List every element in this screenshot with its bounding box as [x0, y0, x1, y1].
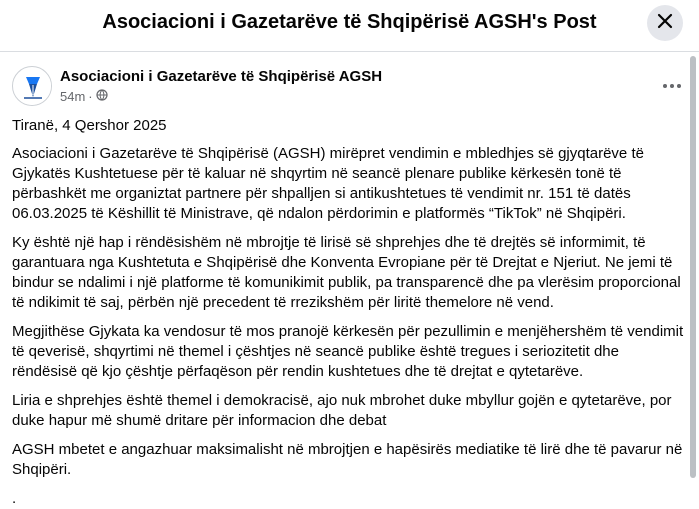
post-paragraph: . — [12, 490, 17, 507]
post-header — [12, 66, 682, 108]
post-paragraph: Ky është një hap i rëndësishëm në mbrojtje të lirisë së shprehjes dhe të drejtës së informimit, të garantuara nga Kushtetuta e Shqipërisë dhe Konventa Evropiane për të Drejtat e Njeriut. Ne jemi të bindur se ndalimi i një platforme të komunikimit publik, pa transparencë dhe pa vlerësim proporcional të ndikimit të saj, përbën një precedent të rrezikshëm për liritë themelore në vend. — [12, 234, 681, 311]
modal-title: Asociacioni i Gazetarëve të Shqipërisë AGSH's Post — [102, 11, 597, 33]
pen-logo-icon — [13, 94, 52, 106]
post-time[interactable]: 54m — [60, 89, 86, 104]
close-button[interactable] — [647, 5, 683, 41]
modal-header — [0, 0, 699, 52]
post-body — [12, 116, 684, 509]
scroll-thumb[interactable] — [690, 56, 696, 478]
globe-icon[interactable] — [96, 89, 108, 104]
meta-separator: · — [88, 89, 93, 104]
page-name[interactable]: Asociacioni i Gazetarëve të Shqipërisë AGSH — [60, 68, 383, 85]
post-paragraph: Megjithëse Gjykata ka vendosur të mos pranojë kërkesën për pezullimin e menjëhershëm të vendimit të qeverisë, shqyrtimi në themel i çështjes në seancë publike është tregues i seriozitetit dhe rëndësisë që kjo çështje përfaqëson për rendin kushtetues dhe të drejtat e qytetarëve. — [12, 323, 684, 380]
post-dateline: Tiranë, 4 Qershor 2025 — [12, 117, 167, 134]
post-paragraph: AGSH mbetet e angazhuar maksimalisht në mbrojtjen e hapësirës mediatike të lirë dhe të pavarur në Shqipëri. — [12, 441, 683, 478]
more-options-button[interactable] — [660, 73, 684, 97]
close-icon — [656, 12, 674, 35]
post-paragraph: Asociacioni i Gazetarëve të Shqipërisë (AGSH) mirëpret vendimin e mbledhjes së gjyqtarëve të Gjykatës Kushtetuese për të kaluar në shqyrtim në seancë plenare publike kërkesën tonë të përbashkët me organiztat partnere për shpalljen si antikushtetues të vendimit nr. 151 të datës 06.03.2025 të Këshillit të Ministrave, që ndalon përdorimin e platformës “TikTok” në Shqipëri. — [12, 145, 644, 222]
more-dots-icon — [662, 76, 682, 94]
post-meta — [60, 89, 108, 104]
scrollbar[interactable] — [690, 56, 696, 506]
post-paragraph: Liria e shprehjes është themel i demokracisë, ajo nuk mbrohet duke mbyllur gojën e qytetarëve, por duke hapur më shumë dritare për informacion dhe debat — [12, 392, 672, 429]
avatar[interactable] — [12, 66, 52, 106]
